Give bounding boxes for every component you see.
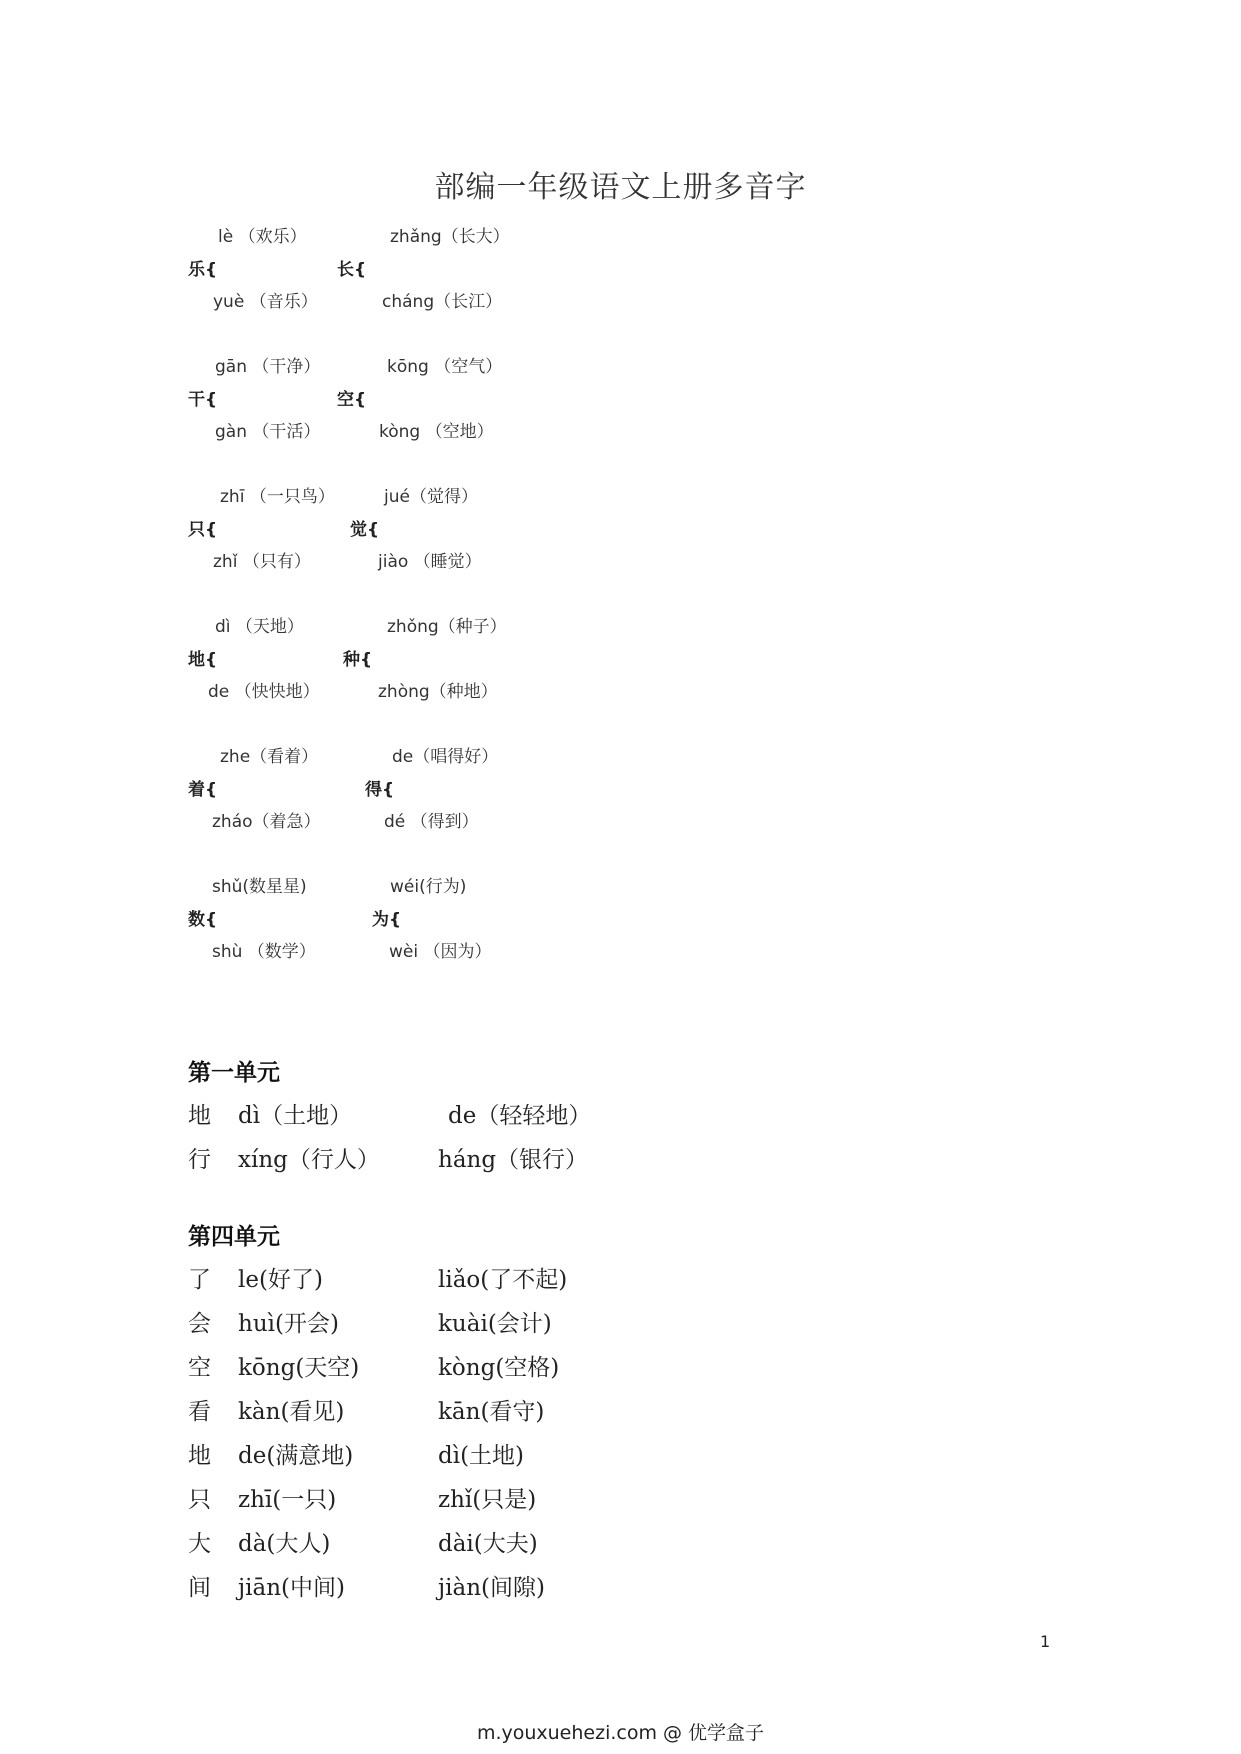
poly-char: 种{: [343, 650, 373, 670]
pinyin-bottom: zháo（着急）: [212, 812, 321, 832]
reading-b: kòng(空格): [438, 1355, 560, 1381]
reading-b: háng（银行）: [438, 1147, 589, 1173]
char: 大: [188, 1531, 211, 1557]
pinyin-top: dì （天地）: [215, 617, 304, 637]
char: 间: [188, 1575, 211, 1601]
reading-a: le(好了): [238, 1267, 323, 1293]
reading-b: liǎo(了不起): [438, 1267, 568, 1293]
poly-char: 数{: [188, 910, 218, 930]
reading-b: de（轻轻地）: [448, 1103, 592, 1129]
char: 空: [188, 1355, 211, 1381]
pinyin-bottom: zhòng（种地）: [378, 682, 498, 702]
reading-a: dì（土地）: [238, 1103, 353, 1129]
char: 行: [188, 1147, 211, 1173]
pinyin-top: zhī （一只鸟）: [220, 487, 335, 507]
reading-a: jiān(中间): [238, 1575, 345, 1601]
reading-a: kōng(天空): [238, 1355, 360, 1381]
pinyin-top: jué（觉得）: [384, 487, 478, 507]
char: 了: [188, 1267, 211, 1293]
reading-a: de(满意地): [238, 1443, 354, 1469]
pinyin-top: gān （干净）: [215, 357, 321, 377]
char: 地: [188, 1103, 211, 1129]
pinyin-top: lè （欢乐）: [218, 227, 307, 247]
pinyin-top: wéi(行为): [390, 877, 467, 897]
unit-4-heading: 第四单元: [188, 1224, 280, 1250]
pinyin-top: de（唱得好）: [392, 747, 499, 767]
reading-b: kuài(会计): [438, 1311, 552, 1337]
pinyin-bottom: cháng（长江）: [382, 292, 503, 312]
poly-char: 为{: [372, 910, 402, 930]
pinyin-top: zhǒng（种子）: [387, 617, 507, 637]
page-title: 部编一年级语文上册多音字: [434, 170, 807, 205]
unit-1-heading: 第一单元: [188, 1060, 280, 1086]
page-number: 1: [1040, 1632, 1051, 1651]
reading-a: zhī(一只): [238, 1487, 337, 1513]
pinyin-bottom: jiào （睡觉）: [378, 552, 482, 572]
poly-char: 着{: [188, 780, 218, 800]
pinyin-bottom: zhǐ （只有）: [213, 552, 311, 572]
reading-b: kān(看守): [438, 1399, 545, 1425]
pinyin-top: shǔ(数星星): [212, 877, 307, 897]
poly-char: 得{: [365, 780, 395, 800]
reading-b: dài(大夫): [438, 1531, 538, 1557]
pinyin-bottom: kòng （空地）: [379, 422, 494, 442]
poly-char: 乐{: [188, 260, 218, 280]
pinyin-top: zhe（看着）: [220, 747, 319, 767]
poly-char: 地{: [188, 650, 218, 670]
poly-char: 觉{: [350, 520, 380, 540]
poly-char: 干{: [188, 390, 218, 410]
pinyin-bottom: de （快快地）: [208, 682, 320, 702]
reading-a: kàn(看见): [238, 1399, 345, 1425]
reading-b: jiàn(间隙): [438, 1575, 545, 1601]
reading-a: dà(大人): [238, 1531, 331, 1557]
pinyin-bottom: dé （得到）: [384, 812, 479, 832]
reading-a: xíng（行人）: [238, 1147, 380, 1173]
pinyin-bottom: wèi （因为）: [389, 942, 492, 962]
poly-char: 长{: [337, 260, 367, 280]
pinyin-bottom: gàn （干活）: [215, 422, 321, 442]
pinyin-bottom: yuè （音乐）: [213, 292, 318, 312]
reading-a: huì(开会): [238, 1311, 339, 1337]
reading-b: dì(土地): [438, 1443, 525, 1469]
char: 会: [188, 1311, 211, 1337]
char: 看: [188, 1399, 211, 1425]
pinyin-bottom: shù （数学）: [212, 942, 316, 962]
pinyin-top: zhǎng（长大）: [390, 227, 510, 247]
pinyin-top: kōng （空气）: [387, 357, 503, 377]
char: 地: [188, 1443, 211, 1469]
char: 只: [188, 1487, 211, 1513]
reading-b: zhǐ(只是): [438, 1487, 537, 1513]
footer-watermark: m.youxuehezi.com @ 优学盒子: [476, 1722, 765, 1744]
poly-char: 只{: [188, 520, 218, 540]
poly-char: 空{: [337, 390, 367, 410]
